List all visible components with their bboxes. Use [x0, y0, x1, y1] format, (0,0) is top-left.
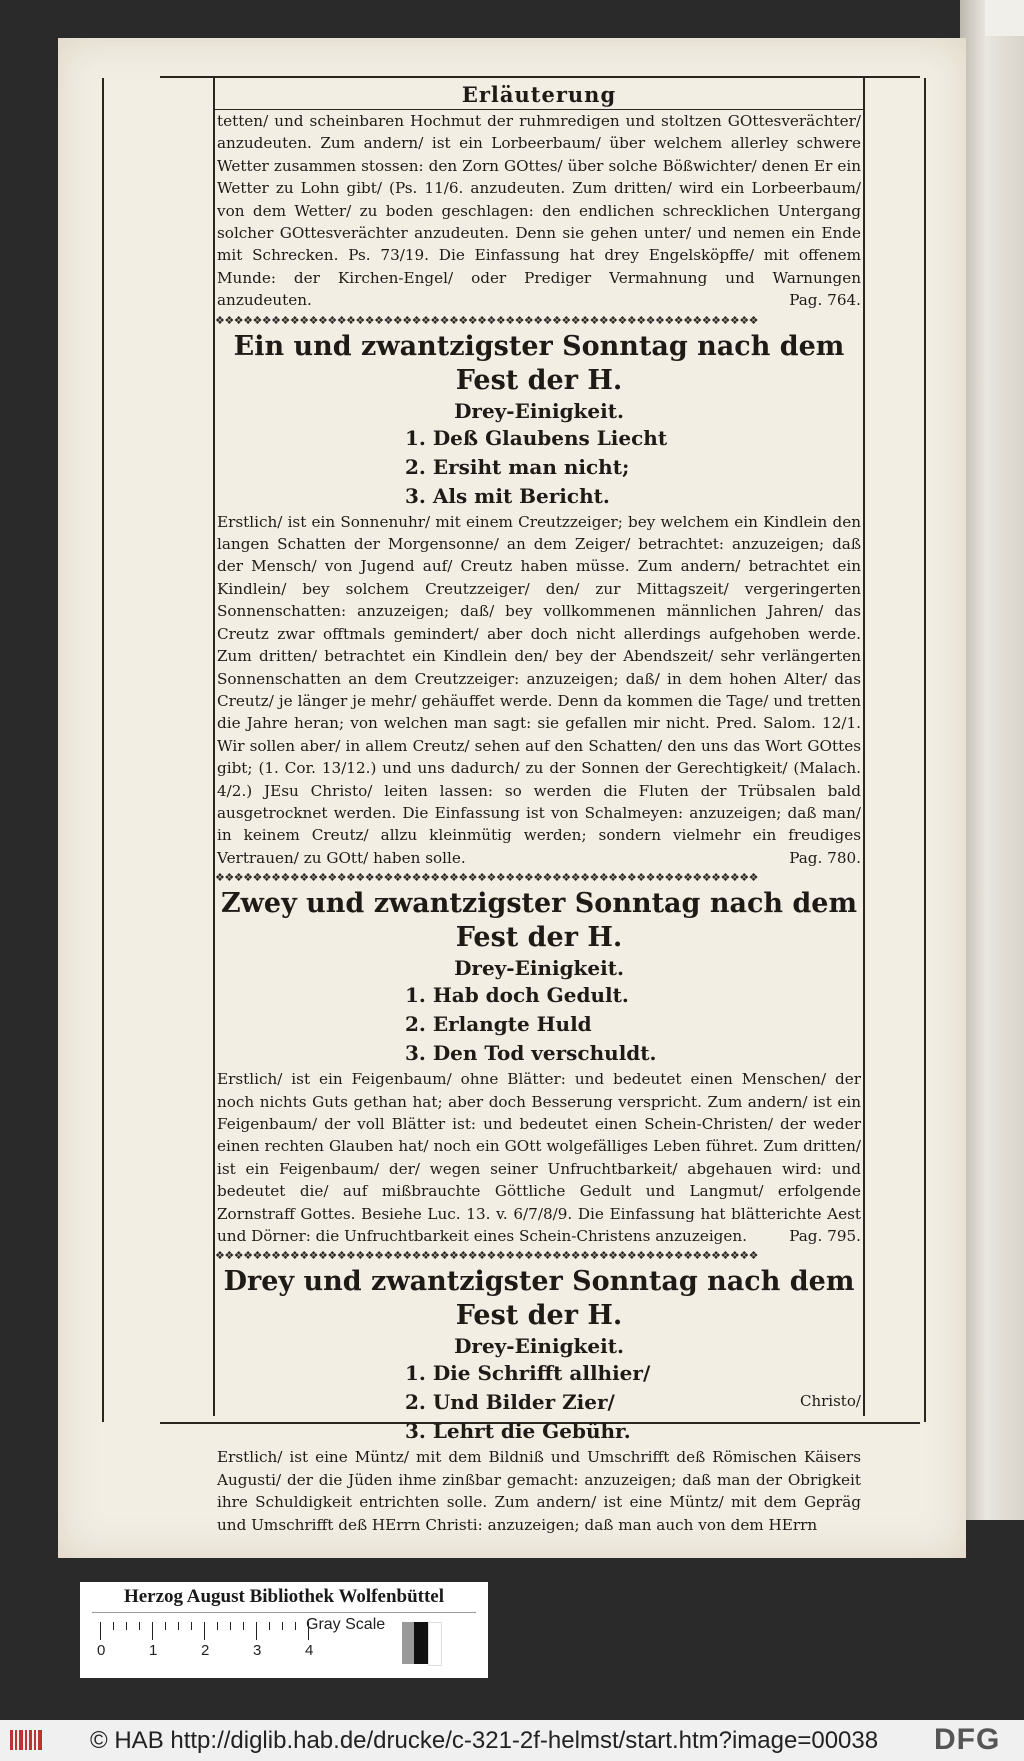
bar-separator: [92, 1612, 476, 1613]
ornament-divider: ❖❖❖❖❖❖❖❖❖❖❖❖❖❖❖❖❖❖❖❖❖❖❖❖❖❖❖❖❖❖❖❖❖❖❖❖❖❖❖❖❖❖❖❖❖❖❖❖❖❖❖❖❖❖❖❖❖❖: [215, 872, 758, 885]
barcode-icon: [10, 1728, 44, 1752]
section-title: Drey und zwantzigster Sonntag nach dem Fest der H.: [223, 1266, 855, 1332]
section-title: Zwey und zwantzigster Sonntag nach dem Fest der H.: [220, 888, 858, 954]
section-paragraph: [215, 511, 863, 870]
scale-number: 4: [305, 1642, 314, 1659]
catchword: Christo/: [800, 1392, 861, 1410]
section-page-ref: Pag. 795.: [789, 1227, 861, 1245]
verse-line: 2. Und Bilder Zier/: [405, 1390, 615, 1415]
section-subtitle: Drey-Einigkeit.: [454, 398, 624, 423]
intro-text: tetten/ und scheinbaren Hochmut der ruhmredigen und stoltzen GOttesverächter/ anzudeuten. Zum andern/ ist ein Lorbeerbaum/ über welchem allerley schwere Wetter zusammen stossen: den Zorn GOttes/ über solche Bößwichter/ denen Er ein Wetter zu Lohn gibt/ (Ps. 11/6. anzudeuten. Zum dritten/ wird ein Lorbeerbaum/ von dem Wetter/ zu boden geschlagen: den endlichen schrecklichen Untergang solcher GOttesverächter anzudeuten. Denn sie gehen unter/ und nemen ein Ende mit Schrecken. Ps. 73/19. Die Einfassung hat drey Engelsköpffe/ mit offenem Munde: der Kirchen-Engel/ oder Prediger Vermahnung und Warnungen anzudeuten.: [217, 112, 861, 310]
verse-line: 1. Die Schrifft allhier/: [405, 1361, 651, 1386]
white-swatch: [428, 1622, 442, 1666]
running-header: Erläuterung: [215, 78, 863, 110]
section-text: Erstlich/ ist eine Müntz/ mit dem Bildniß und Umschrifft deß Römischen Käisers Augusti/ der die Jüden ihme zinßbar gemacht: anzuzeigen; daß man der Obrigkeit ihre Schuldigkeit entrichten solle. Zum andern/ ist eine Müntz/ mit dem Gepräg und Umschrifft deß HErrn Christi: anzuzeigen; daß man auch von dem HErrn: [217, 1448, 861, 1534]
scale-number: 0: [97, 1642, 106, 1659]
verse-line: 3. Den Tod verschuldt.: [405, 1041, 657, 1066]
verse-line: 3. Lehrt die Gebühr.: [405, 1419, 631, 1444]
verse-line: 2. Ersiht man nicht;: [405, 454, 630, 479]
ornament-divider: ❖❖❖❖❖❖❖❖❖❖❖❖❖❖❖❖❖❖❖❖❖❖❖❖❖❖❖❖❖❖❖❖❖❖❖❖❖❖❖❖❖❖❖❖❖❖❖❖❖❖❖❖❖❖❖❖❖❖: [215, 1250, 758, 1263]
section-title: Ein und zwantzigster Sonntag nach dem Fest der H.: [233, 330, 845, 396]
text-column: [213, 78, 865, 1534]
scale-number: 1: [149, 1642, 158, 1659]
intro-paragraph: [215, 110, 863, 312]
verse-line: 1. Deß Glaubens Liecht: [405, 425, 668, 450]
ornament-divider: ❖❖❖❖❖❖❖❖❖❖❖❖❖❖❖❖❖❖❖❖❖❖❖❖❖❖❖❖❖❖❖❖❖❖❖❖❖❖❖❖❖❖❖❖❖❖❖❖❖❖❖❖❖❖❖❖❖❖: [215, 314, 758, 327]
intro-page-ref: Pag. 764.: [789, 291, 861, 310]
dfg-logo: DFG: [934, 1723, 1001, 1756]
section-paragraph: [215, 1446, 863, 1536]
section-subtitle: Drey-Einigkeit.: [454, 1334, 624, 1359]
section-subtitle: Drey-Einigkeit.: [454, 956, 624, 981]
section-paragraph: [215, 1068, 863, 1247]
next-page-edge: [960, 0, 1024, 1520]
footer-bar: [0, 1720, 1024, 1761]
library-name: Herzog August Bibliothek Wolfenbüttel: [123, 1586, 445, 1607]
verse-line: 2. Erlangte Huld: [405, 1012, 592, 1037]
section-page-ref: Pag. 780.: [789, 848, 861, 867]
color-reference-bar: [80, 1582, 488, 1678]
next-page-corner: [985, 0, 1024, 36]
scale-number: 2: [201, 1642, 210, 1659]
verse-line: 1. Hab doch Gedult.: [405, 983, 629, 1008]
verse-line: 3. Als mit Bericht.: [405, 483, 610, 508]
source-url[interactable]: © HAB http://diglib.hab.de/drucke/c-321-2f-helmst/start.htm?image=00038: [90, 1727, 879, 1754]
gray-scale-label: Gray Scale: [306, 1616, 386, 1633]
section-text: Erstlich/ ist ein Feigenbaum/ ohne Blätter: und bedeutet einen Menschen/ der noch nichts Guts gethan hat; aber doch Besserung verspricht. Zum andern/ ist ein Feigenbaum/ der voll Blätter ist: und bedeutet einen Schein-Christen/ der weder einen rechten Glauben hat/ noch ein GOtt wolgefälliges Leben führet. Zum dritten/ ist ein Feigenbaum/ der/ wegen seiner Unfruchtbarkeit/ abgehauen wird: und bedeutet die/ auf mißbrauchte Göttliche Gedult und Langmut/ erfolgende Zornstraff Gottes. Besiehe Luc. 13. v. 6/7/8/9. Die Einfassung hat blätterichte Aest und Dörner: die Unfruchtbarkeit eines Schein-Christens anzuzeigen.: [217, 1070, 861, 1245]
gray-swatch: [402, 1622, 414, 1664]
section-text: Erstlich/ ist ein Sonnenuhr/ mit einem Creutzzeiger; bey welchem ein Kindlein den langen Schatten der Morgensonne/ an dem Zeiger/ betrachtet: anzuzeigen; daß der Mensch/ von Jugend auf/ Creutz haben müsse. Zum andern/ betrachtet ein Kindlein/ bey solchem Creutzzeiger/ den/ zur Mittagszeit/ vergeringerten Sonnenschatten: anzuzeigen; daß/ bey vollkommenen männlichen Jahren/ das Creutz zwar offtmals gemindert/ aber doch nicht allerdings aufgehoben werde. Zum dritten/ betrachtet ein Kindlein den/ bey der Abendszeit/ sehr verlängerten Sonnenschatten an dem Creutzzeiger: anzuzeigen; daß/ in dem hohen Alter/ das Creutz/ je länger je mehr/ gehäuffet werde. Denn da kommen die Tage/ und tretten die Jahre heran; von welchen man sagt: sie gefallen mir nicht. Pred. Salom. 12/1. Wir sollen aber/ in allem Creutz/ sehen auf den Schatten/ den uns das Wort GOttes gibt; (1. Cor. 13/12.) und uns dadurch/ zu der Sonnen der Gerechtigkeit/ (Malach. 4/2.) JEsu Christo/ leiten lassen: so werden die Fluten der Trübsalen bald ausgetrocknet werden. Die Einfassung ist von Schalmeyen: anzuzeigen; daß man/ in keinem Creutz/ allzu kleinmütig werden; sondern vielmehr ein freudiges Vertrauen/ zu GOtt/ haben solle.: [217, 512, 861, 867]
scale-number: 3: [253, 1642, 262, 1659]
black-swatch: [414, 1622, 428, 1664]
